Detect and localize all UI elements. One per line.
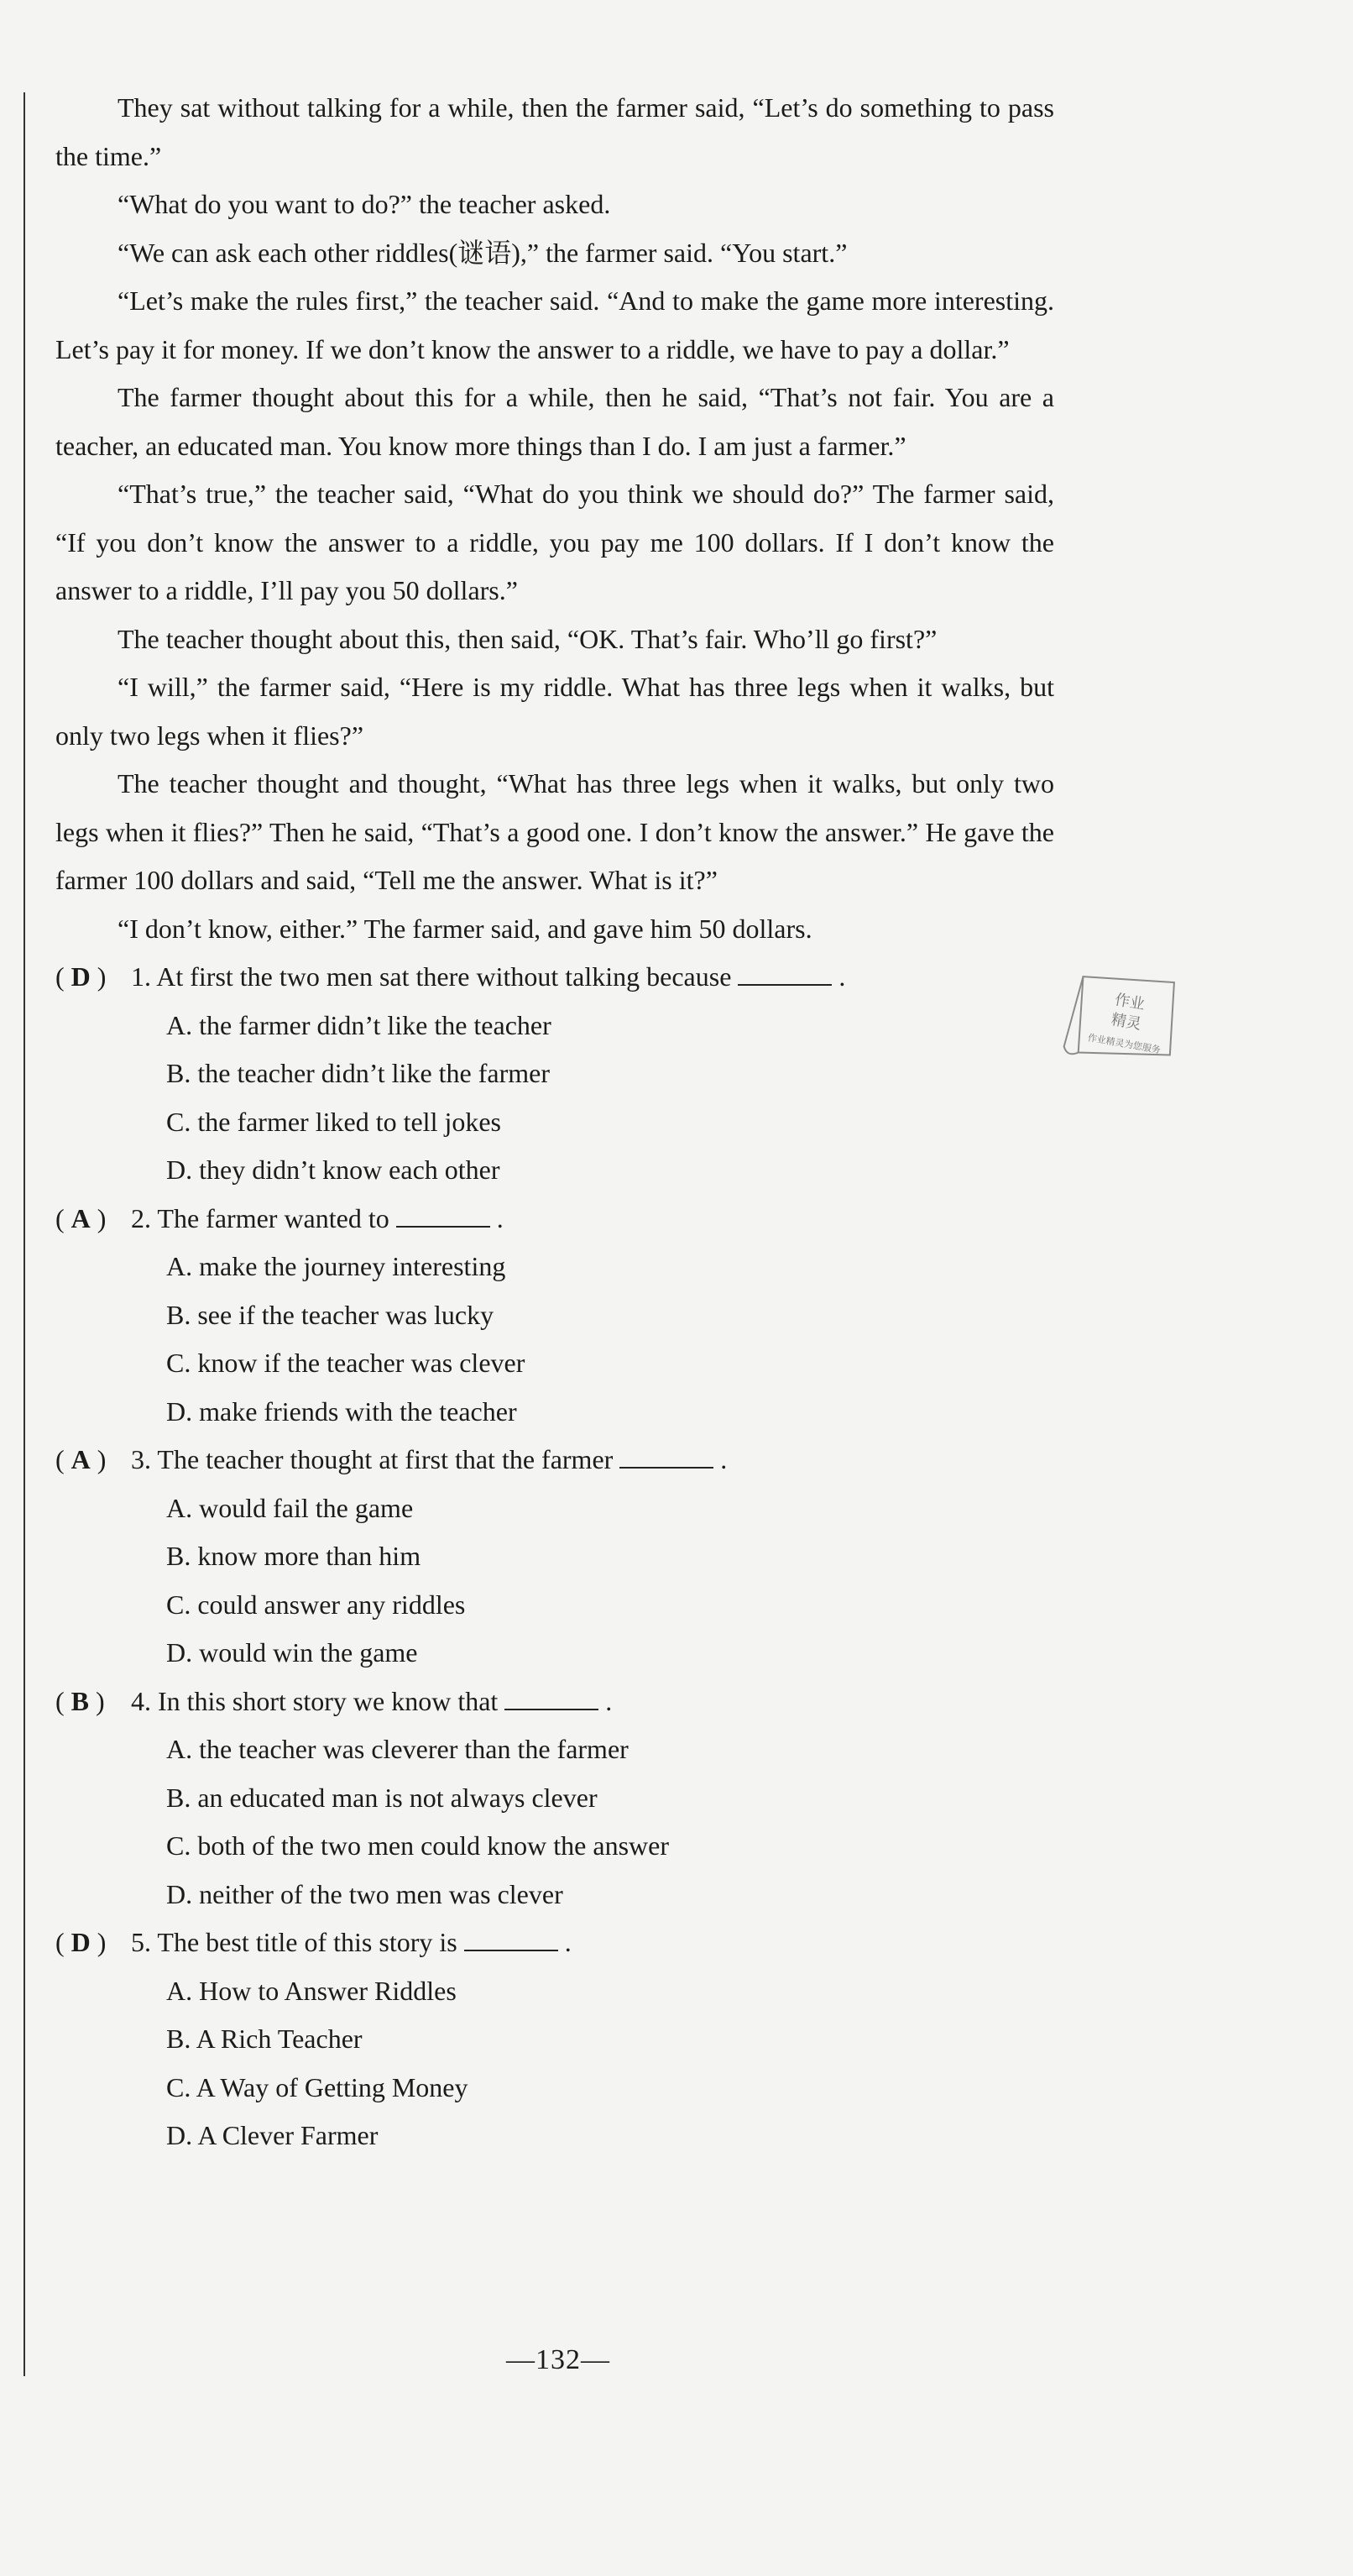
story-paragraph: The teacher thought and thought, “What has three legs when it walks, but only two legs when it flies?” Then he said, “That’s a good one. I don’t know the answer.” He gave the farmer 100 dollars and said, “Tell me the answer. What is it?” [55, 768, 1054, 895]
option: C. could answer any riddles [166, 1589, 466, 1620]
question-suffix: . [564, 1927, 572, 1957]
story-paragraph: “That’s true,” the teacher said, “What do you think we should do?” The farmer said, “If you don’t know the answer to a riddle, you pay me 100 dollars. If I don’t know the answer to a riddle, I’ll pay you 50 dollars.” [55, 479, 1054, 605]
answer-blank [619, 1447, 713, 1469]
question-stem: 1. At first the two men sat there without talking because [131, 961, 732, 992]
watermark-stamp-icon [1051, 956, 1194, 1086]
option: C. the farmer liked to tell jokes [166, 1106, 501, 1137]
option: A. How to Answer Riddles [166, 1975, 457, 2006]
question-suffix: . [496, 1202, 504, 1233]
option: C. A Way of Getting Money [166, 2071, 468, 2102]
option: D. neither of the two men was clever [166, 1878, 563, 1909]
question-stem: 4. In this short story we know that [131, 1685, 499, 1716]
story-paragraph: The farmer thought about this for a while, then he said, “That’s not fair. You are a teacher, an educated man. You know more things than I do. I am just a farmer.” [55, 382, 1054, 461]
stamp-line-2: 精灵 [1110, 1010, 1143, 1034]
option: A. the teacher was cleverer than the farmer [166, 1734, 629, 1764]
story-paragraph: They sat without talking for a while, then the farmer said, “Let’s do something to pass the time.” [55, 92, 1054, 171]
option: B. know more than him [166, 1541, 421, 1571]
answer-bracket: ( A ) [55, 1444, 107, 1474]
question-stem: 2. The farmer wanted to [131, 1202, 389, 1233]
question-suffix: . [838, 961, 846, 992]
option: A. would fail the game [166, 1492, 414, 1523]
option: D. they didn’t know each other [166, 1154, 500, 1185]
question-3 [55, 1436, 1054, 1678]
answer-blank [396, 1206, 490, 1228]
answer-letter: A [71, 1202, 91, 1233]
question-5 [55, 1919, 1054, 2160]
option: C. both of the two men could know the answer [166, 1830, 669, 1861]
question-suffix: . [605, 1685, 613, 1716]
story-paragraph: “Let’s make the rules first,” the teacher said. “And to make the game more interesting. Let’s pay it for money. If we don’t know the answer to a riddle, we have to pay a dollar.” [55, 285, 1054, 364]
option: C. know if the teacher was clever [166, 1348, 525, 1378]
page-number: —132— [506, 2344, 610, 2375]
answer-letter: B [71, 1685, 89, 1716]
question-2 [55, 1195, 1054, 1437]
option: D. A Clever Farmer [166, 2120, 379, 2150]
story-paragraph: “I don’t know, either.” The farmer said, and gave him 50 dollars. [118, 913, 812, 944]
answer-bracket: ( D ) [55, 961, 107, 992]
option: B. the teacher didn’t like the farmer [166, 1058, 550, 1088]
stamp-line-3: 作业精灵为您服务 [1086, 1032, 1162, 1056]
option: D. would win the game [166, 1637, 418, 1668]
story-paragraph: “We can ask each other riddles(谜语),” the farmer said. “You start.” [118, 237, 848, 268]
page-content [55, 84, 1054, 2160]
question-stem: 5. The best title of this story is [131, 1927, 457, 1957]
margin-rule [24, 92, 25, 2376]
question-stem: 3. The teacher thought at first that the farmer [131, 1444, 614, 1474]
option: B. see if the teacher was lucky [166, 1299, 494, 1330]
story-paragraph: “What do you want to do?” the teacher asked. [118, 189, 611, 219]
story [55, 84, 1054, 953]
question-suffix: . [720, 1444, 728, 1474]
answer-letter: D [71, 1927, 91, 1957]
answer-letter: D [71, 961, 91, 992]
stamp-line-1: 作业 [1113, 991, 1147, 1014]
answer-letter: A [71, 1444, 91, 1474]
option: A. make the journey interesting [166, 1251, 506, 1281]
question-4 [55, 1678, 1054, 1919]
answer-blank [504, 1689, 598, 1710]
option: B. A Rich Teacher [166, 2024, 363, 2054]
answer-blank [464, 1929, 558, 1951]
story-paragraph: The teacher thought about this, then said, “OK. That’s fair. Who’ll go first?” [118, 623, 938, 654]
story-paragraph: “I will,” the farmer said, “Here is my riddle. What has three legs when it walks, but only two legs when it flies?” [55, 672, 1054, 751]
option: D. make friends with the teacher [166, 1395, 517, 1427]
answer-bracket: ( D ) [55, 1927, 107, 1957]
answer-blank [738, 964, 832, 986]
option: B. an educated man is not always clever [166, 1782, 598, 1813]
answer-bracket: ( B ) [55, 1685, 105, 1716]
question-1 [55, 953, 1054, 1195]
answer-bracket: ( A ) [55, 1202, 107, 1233]
option: A. the farmer didn’t like the teacher [166, 1009, 551, 1040]
